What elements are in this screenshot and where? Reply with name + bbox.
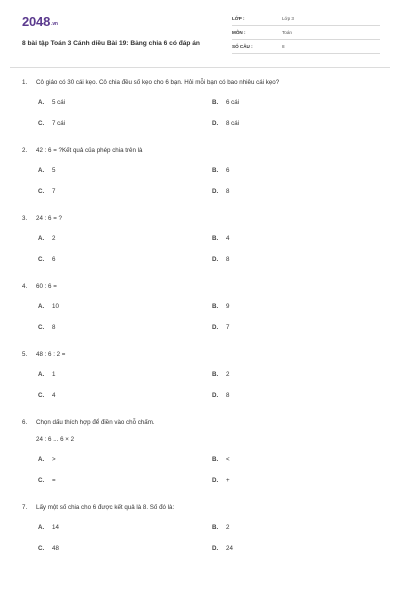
question-body: Cô giáo có 30 cái kẹo. Cô chia đều số kẹo cho 6 bạn. Hỏi mỗi bạn có bao nhiêu cái kẹo? (36, 79, 280, 86)
meta-row-subject (232, 28, 380, 40)
answer-option[interactable] (38, 391, 55, 401)
answer-option[interactable] (212, 523, 229, 533)
option-text: < (226, 456, 230, 463)
question-text (22, 282, 382, 292)
logo-suffix: .vn (51, 21, 58, 27)
option-letter: D. (212, 392, 219, 399)
option-letter: A. (38, 303, 45, 310)
answer-option[interactable] (212, 255, 229, 265)
option-letter: A. (38, 235, 45, 242)
question-item (22, 282, 382, 333)
answer-option[interactable] (212, 166, 229, 176)
answer-option[interactable] (38, 234, 55, 244)
question-text (22, 214, 382, 224)
question-number: 5. (22, 351, 28, 358)
option-text: + (226, 477, 230, 484)
question-item (22, 146, 382, 197)
option-letter: D. (212, 324, 219, 331)
option-row (22, 119, 382, 129)
meta-label: MÔN : (232, 30, 246, 35)
option-row (22, 391, 382, 401)
answer-options (22, 166, 382, 197)
option-text: 6 (52, 256, 56, 263)
question-item (22, 350, 382, 401)
question-text (22, 418, 382, 428)
option-letter: B. (212, 456, 219, 463)
option-letter: D. (212, 256, 219, 263)
question-number: 4. (22, 283, 28, 290)
option-letter: C. (38, 256, 45, 263)
option-row (22, 302, 382, 312)
header-divider (10, 67, 390, 68)
option-row (22, 455, 382, 465)
answer-options (22, 455, 382, 486)
question-text (22, 503, 382, 513)
option-letter: A. (38, 456, 45, 463)
question-body: Lấy một số chia cho 6 được kết quả là 8. Số đó là: (36, 504, 175, 511)
meta-row-count (232, 42, 380, 54)
option-letter: A. (38, 524, 45, 531)
option-letter: C. (38, 477, 45, 484)
answer-option[interactable] (38, 455, 56, 465)
document-title: 8 bài tập Toán 3 Cánh diều Bài 19: Bảng chia 6 có đáp án (22, 40, 200, 47)
option-letter: D. (212, 545, 219, 552)
option-letter: A. (38, 371, 45, 378)
option-text: 8 (226, 392, 230, 399)
option-text: 1 (52, 371, 56, 378)
option-letter: B. (212, 167, 219, 174)
meta-value: Toán (282, 30, 292, 35)
option-text: 5 (52, 167, 56, 174)
option-letter: D. (212, 120, 219, 127)
option-letter: C. (38, 324, 45, 331)
option-text: 6 cái (226, 99, 240, 106)
answer-options (22, 302, 382, 333)
question-item (22, 503, 382, 554)
question-item (22, 418, 382, 486)
meta-label: SỐ CÂU : (232, 44, 253, 49)
answer-option[interactable] (38, 255, 55, 265)
option-letter: C. (38, 188, 45, 195)
meta-row-class (232, 14, 380, 26)
question-expression: 24 : 6 ... 6 × 2 (36, 436, 75, 443)
option-letter: C. (38, 392, 45, 399)
question-item (22, 78, 382, 129)
option-text: 4 (52, 392, 56, 399)
option-text: 48 (52, 545, 59, 552)
option-text: 2 (226, 524, 230, 531)
answer-option[interactable] (38, 187, 55, 197)
option-text: 7 (226, 324, 230, 331)
question-body: 60 : 6 = (36, 283, 57, 290)
answer-option[interactable] (212, 234, 229, 244)
answer-options (22, 370, 382, 401)
question-number: 7. (22, 504, 28, 511)
answer-option[interactable] (212, 187, 229, 197)
option-row (22, 187, 382, 197)
option-letter: B. (212, 303, 219, 310)
answer-option[interactable] (38, 476, 56, 486)
option-letter: B. (212, 235, 219, 242)
answer-option[interactable] (38, 370, 55, 380)
answer-option[interactable] (212, 391, 229, 401)
answer-option[interactable] (38, 166, 55, 176)
option-text: 8 (226, 256, 230, 263)
option-text: 7 (52, 188, 56, 195)
option-letter: B. (212, 371, 219, 378)
question-number: 6. (22, 419, 28, 426)
option-letter: A. (38, 99, 45, 106)
option-letter: B. (212, 524, 219, 531)
question-text (22, 146, 382, 156)
option-row (22, 323, 382, 333)
option-text: 9 (226, 303, 230, 310)
logo-main: 2048 (22, 14, 51, 29)
answer-option[interactable] (38, 544, 59, 554)
answer-option[interactable] (212, 302, 229, 312)
option-text: 2 (52, 235, 56, 242)
option-text: 4 (226, 235, 230, 242)
option-text: 5 cái (52, 99, 66, 106)
question-number: 2. (22, 147, 28, 154)
question-number: 1. (22, 79, 28, 86)
answer-option[interactable] (38, 323, 55, 333)
answer-option[interactable] (212, 323, 229, 333)
option-text: 8 cái (226, 120, 240, 127)
option-row (22, 544, 382, 554)
option-text: 24 (226, 545, 233, 552)
option-row (22, 370, 382, 380)
meta-label: LỚP : (232, 16, 245, 21)
question-number: 3. (22, 215, 28, 222)
meta-value: Lớp 3 (282, 16, 294, 21)
question-item (22, 214, 382, 265)
option-text: > (52, 456, 56, 463)
option-row (22, 255, 382, 265)
answer-option[interactable] (212, 370, 229, 380)
answer-option[interactable] (212, 544, 233, 554)
answer-options (22, 98, 382, 129)
option-letter: B. (212, 99, 219, 106)
meta-info (232, 14, 380, 56)
option-row (22, 234, 382, 244)
option-row (22, 166, 382, 176)
option-text: 7 cái (52, 120, 66, 127)
option-text: 8 (52, 324, 56, 331)
option-text: = (52, 477, 56, 484)
site-logo[interactable] (22, 14, 58, 29)
meta-value: 8 (282, 44, 285, 49)
answer-options (22, 234, 382, 265)
option-text: 6 (226, 167, 230, 174)
question-body: 48 : 6 : 2 = (36, 351, 66, 358)
option-letter: C. (38, 545, 45, 552)
option-row (22, 523, 382, 533)
question-text (22, 78, 382, 88)
option-row (22, 98, 382, 108)
option-letter: C. (38, 120, 45, 127)
option-letter: D. (212, 477, 219, 484)
question-text (22, 350, 382, 360)
answer-option[interactable] (212, 119, 239, 129)
option-letter: A. (38, 167, 45, 174)
answer-option[interactable] (38, 98, 65, 108)
answer-option[interactable] (212, 476, 230, 486)
answer-option[interactable] (38, 523, 59, 533)
question-body: 24 : 6 = ? (36, 215, 62, 222)
option-letter: D. (212, 188, 219, 195)
option-text: 14 (52, 524, 59, 531)
option-row (22, 476, 382, 486)
option-text: 10 (52, 303, 59, 310)
answer-option[interactable] (38, 119, 65, 129)
question-body: Chọn dấu thích hợp để điền vào chỗ chấm. (36, 419, 155, 426)
answer-option[interactable] (38, 302, 59, 312)
answer-options (22, 523, 382, 554)
option-text: 8 (226, 188, 230, 195)
option-text: 2 (226, 371, 230, 378)
answer-option[interactable] (212, 455, 230, 465)
question-list (22, 78, 382, 565)
question-body: 42 : 6 = ?Kết quả của phép chia trên là (36, 147, 143, 154)
answer-option[interactable] (212, 98, 239, 108)
